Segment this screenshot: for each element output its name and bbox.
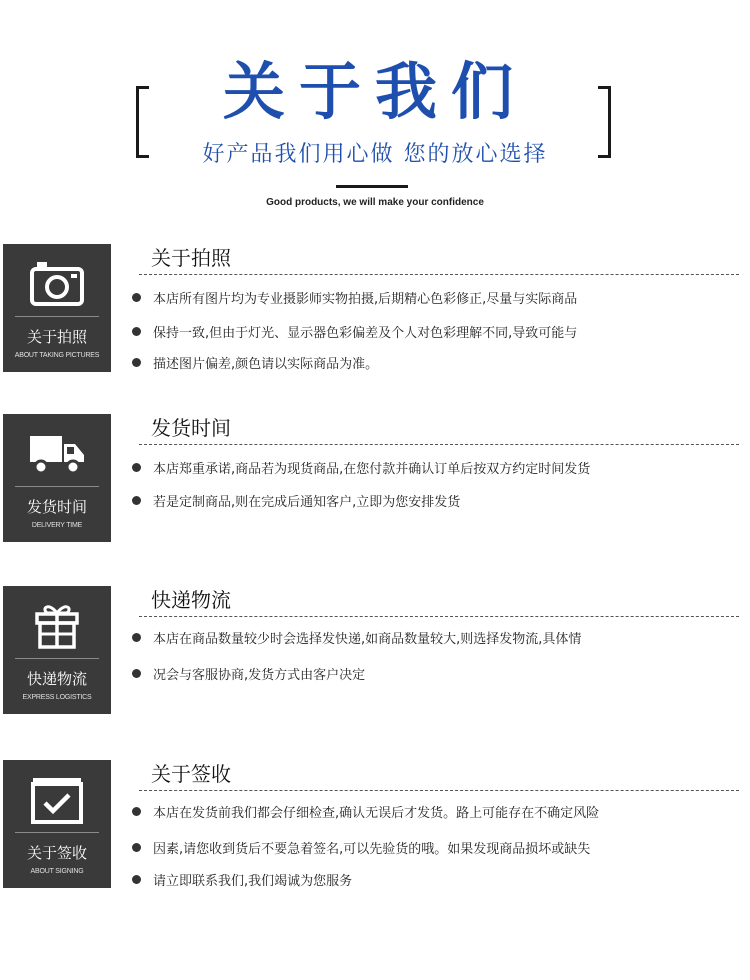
item-text: 描述图片偏差,颜色请以实际商品为准。 bbox=[153, 356, 379, 372]
item-text: 本店郑重承诺,商品若为现货商品,在您付款并确认订单后按双方约定时间发货 bbox=[153, 461, 591, 477]
bullet-icon bbox=[132, 293, 141, 302]
gift-icon bbox=[29, 600, 85, 650]
icon-box-divider bbox=[15, 832, 99, 833]
header bbox=[0, 0, 750, 225]
list-item bbox=[132, 489, 460, 511]
icon-box-sublabel: EXPRESS LOGISTICS bbox=[22, 694, 92, 701]
subtitle: 好产品我们用心做 您的放心选择 bbox=[202, 142, 548, 167]
dashed-divider bbox=[139, 790, 739, 791]
icon-box-label: 快递物流 bbox=[26, 670, 87, 688]
item-text: 本店在发货前我们都会仔细检查,确认无误后才发货。路上可能存在不确定风险 bbox=[153, 805, 600, 821]
icon-box-sublabel: ABOUT SIGNING bbox=[30, 868, 84, 875]
section-logistics bbox=[0, 586, 750, 716]
section-delivery bbox=[0, 414, 750, 544]
list-item bbox=[132, 320, 577, 342]
section-signing bbox=[0, 760, 750, 890]
bullet-icon bbox=[132, 875, 141, 884]
item-text: 请立即联系我们,我们竭诚为您服务 bbox=[153, 873, 353, 889]
bullet-icon bbox=[132, 669, 141, 678]
page-title: 关于我们 bbox=[222, 55, 527, 128]
item-text: 保持一致,但由于灯光、显示器色彩偏差及个人对色彩理解不同,导致可能与 bbox=[153, 325, 578, 341]
bullet-icon bbox=[132, 463, 141, 472]
section-title: 快递物流 bbox=[151, 588, 231, 612]
dashed-divider bbox=[139, 444, 739, 445]
list-item bbox=[132, 286, 577, 308]
icon-box-sublabel: DELIVERY TIME bbox=[31, 522, 83, 529]
list-item bbox=[132, 626, 581, 648]
english-tagline: Good products, we will make your confidence bbox=[266, 197, 484, 208]
section-title: 发货时间 bbox=[151, 416, 231, 440]
dashed-divider bbox=[139, 274, 739, 275]
bullet-icon bbox=[132, 496, 141, 505]
bullet-icon bbox=[132, 843, 141, 852]
icon-box-label: 关于签收 bbox=[26, 844, 87, 862]
icon-box-divider bbox=[15, 486, 99, 487]
icon-box-divider bbox=[15, 316, 99, 317]
logistics-icon-box bbox=[3, 586, 111, 714]
list-item bbox=[132, 662, 365, 684]
signing-icon-box bbox=[3, 760, 111, 888]
icon-box-label: 关于拍照 bbox=[26, 328, 87, 346]
item-text: 况会与客服协商,发货方式由客户决定 bbox=[153, 667, 366, 683]
camera-icon bbox=[29, 258, 85, 308]
item-text: 若是定制商品,则在完成后通知客户,立即为您安排发货 bbox=[153, 494, 461, 510]
divider bbox=[336, 185, 408, 188]
truck-icon bbox=[29, 428, 85, 478]
list-item bbox=[132, 800, 599, 822]
photos-icon-box bbox=[3, 244, 111, 372]
item-text: 因素,请您收到货后不要急着签名,可以先验货的哦。如果发现商品损坏或缺失 bbox=[153, 841, 591, 857]
list-item bbox=[132, 351, 378, 373]
icon-box-sublabel: ABOUT TAKING PICTURES bbox=[14, 352, 100, 359]
section-title: 关于签收 bbox=[151, 762, 231, 786]
dashed-divider bbox=[139, 616, 739, 617]
item-text: 本店在商品数量较少时会选择发快递,如商品数量较大,则选择发物流,具体情 bbox=[153, 631, 582, 647]
bullet-icon bbox=[132, 633, 141, 642]
bullet-icon bbox=[132, 327, 141, 336]
bullet-icon bbox=[132, 358, 141, 367]
icon-box-divider bbox=[15, 658, 99, 659]
section-title: 关于拍照 bbox=[151, 246, 231, 270]
icon-box-label: 发货时间 bbox=[26, 498, 87, 516]
section-photos bbox=[0, 244, 750, 374]
bullet-icon bbox=[132, 807, 141, 816]
list-item bbox=[132, 868, 352, 890]
checkbox-icon bbox=[29, 774, 85, 824]
list-item bbox=[132, 836, 590, 858]
list-item bbox=[132, 456, 590, 478]
item-text: 本店所有图片均为专业摄影师实物拍摄,后期精心色彩修正,尽量与实际商品 bbox=[153, 291, 578, 307]
delivery-icon-box bbox=[3, 414, 111, 542]
